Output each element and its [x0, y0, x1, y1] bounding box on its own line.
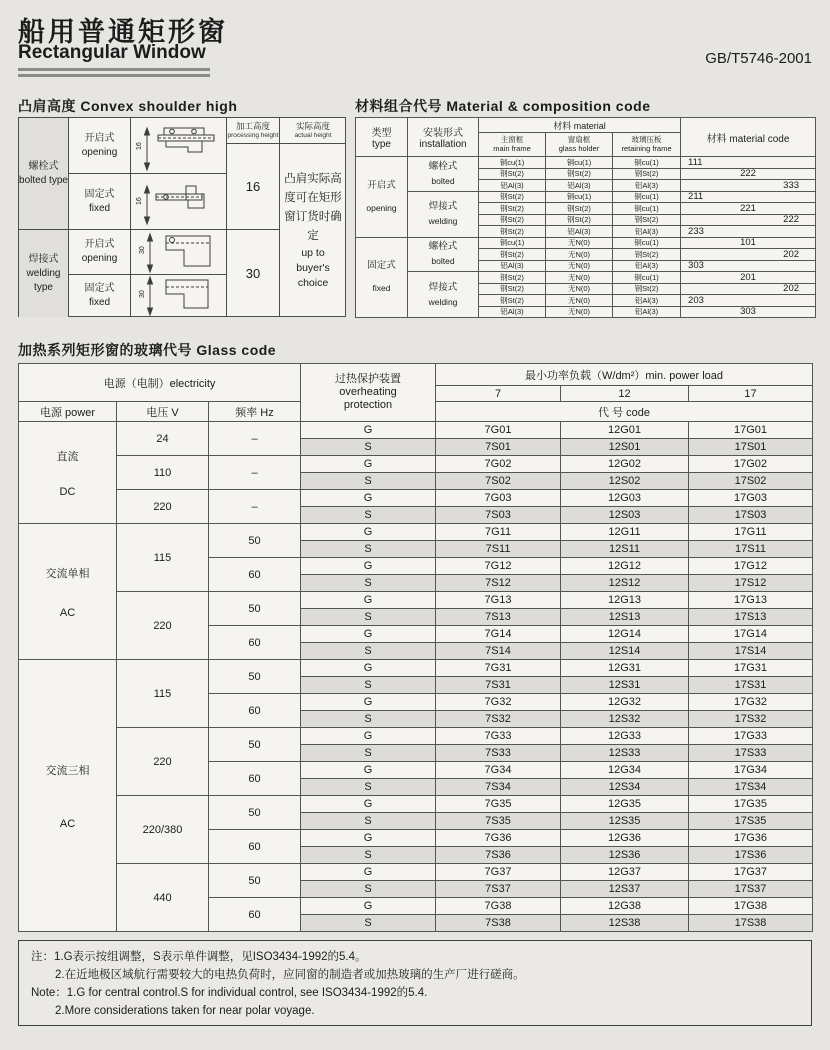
glass-code-cell-17: 17S01: [689, 439, 813, 456]
material-install-cell: 螺栓式 bolted: [408, 237, 479, 272]
note-line-en-1: Note：1.G for central control.S for individual control, see ISO3434-1992的5.4.: [31, 987, 428, 999]
glass-code-cell-12: 12S14: [561, 643, 689, 660]
material-header-code: 材料 material code: [681, 118, 816, 157]
material-code-cell: 211: [681, 191, 816, 203]
glass-code-cell-17: 17G32: [689, 694, 813, 711]
material-code-cell: 333: [681, 180, 816, 192]
glass-code-cell-17: 17S31: [689, 677, 813, 694]
material-install-cell: 焊接式 welding: [408, 272, 479, 318]
glass-code-cell-12: 12G38: [561, 898, 689, 915]
note-line-zh-2: 2.在近地极区域航行需要较大的电热负荷时，应同窗的制造者或加热玻璃的生产厂进行磋商。: [55, 969, 525, 981]
glass-protection-cell: S: [301, 439, 436, 456]
material-header-installation: 安装形式 installation: [408, 118, 479, 157]
glass-code-cell-17: 17G31: [689, 660, 813, 677]
glass-protection-cell: G: [301, 898, 436, 915]
actual-note-zh: 凸肩实际高度可在矩形窗订货时确定: [284, 173, 342, 242]
glass-frequency-cell: 50: [209, 592, 301, 626]
glass-code-cell-7: 7G36: [436, 830, 561, 847]
convex-install-fixed: [69, 275, 131, 317]
glass-code-cell-12: 12S12: [561, 575, 689, 592]
material-main-frame-cell: 铝Al(3): [479, 180, 546, 192]
glass-code-cell-17: 17S11: [689, 541, 813, 558]
glass-frequency-cell: 60: [209, 830, 301, 864]
glass-protection-cell: G: [301, 524, 436, 541]
glass-protection-cell: S: [301, 881, 436, 898]
glass-code-cell-12: 12G35: [561, 796, 689, 813]
glass-protection-cell: S: [301, 643, 436, 660]
glass-voltage-cell: 115: [117, 660, 209, 728]
glass-code-cell-12: 12S33: [561, 745, 689, 762]
glass-code-cell-7: 7G38: [436, 898, 561, 915]
material-section-title: 材料组合代号 Material & composition code: [355, 98, 651, 114]
glass-code-cell-12: 12S35: [561, 813, 689, 830]
glass-code-cell-7: 7S37: [436, 881, 561, 898]
glass-protection-cell: S: [301, 779, 436, 796]
material-code-cell: 201: [681, 272, 816, 284]
glass-code-cell-17: 17G01: [689, 422, 813, 439]
glass-frequency-cell: –: [209, 422, 301, 456]
glass-code-cell-12: 12S02: [561, 473, 689, 490]
material-main-frame-cell: 钢St(2): [479, 272, 546, 284]
glass-frequency-cell: 60: [209, 558, 301, 592]
glass-voltage-cell: 115: [117, 524, 209, 592]
material-composition-table: [355, 117, 816, 318]
glass-code-cell-12: 12S01: [561, 439, 689, 456]
glass-code-cell-12: 12S13: [561, 609, 689, 626]
material-retaining-frame-cell: 铜cu(1): [613, 272, 681, 284]
glass-code-cell-17: 17G37: [689, 864, 813, 881]
glass-protection-cell: S: [301, 915, 436, 932]
glass-code-cell-7: 7G35: [436, 796, 561, 813]
glass-frequency-cell: 50: [209, 864, 301, 898]
glass-code-cell-7: 7G13: [436, 592, 561, 609]
svg-text:30: 30: [138, 290, 146, 298]
install-label-en: fixed: [88, 297, 111, 308]
glass-protection-cell: S: [301, 507, 436, 524]
glass-header-electricity: 电源（电制）electricity: [19, 364, 301, 402]
glass-code-cell-17: 17G38: [689, 898, 813, 915]
glass-voltage-cell: 110: [117, 456, 209, 490]
glass-protection-cell: S: [301, 813, 436, 830]
material-retaining-frame-cell: 铝Al(3): [613, 180, 681, 192]
material-retaining-frame-cell: 铜cu(1): [613, 237, 681, 249]
convex-type-welding: [19, 230, 69, 317]
glass-protection-cell: G: [301, 762, 436, 779]
material-row: [356, 157, 816, 169]
glass-protection-cell: G: [301, 490, 436, 507]
material-code-cell: 303: [681, 306, 816, 318]
glass-power-cell: 直流 DC: [19, 422, 117, 524]
glass-code-cell-12: 12G33: [561, 728, 689, 745]
glass-code-row: [19, 490, 813, 507]
material-code-cell: 233: [681, 226, 816, 238]
glass-code-row: [19, 796, 813, 813]
glass-code-cell-12: 12S03: [561, 507, 689, 524]
material-code-cell: 221: [681, 203, 816, 215]
material-retaining-frame-cell: 铝Al(3): [613, 226, 681, 238]
convex-install-opening: [69, 230, 131, 275]
glass-code-cell-7: 7S14: [436, 643, 561, 660]
glass-code-cell-17: 17G13: [689, 592, 813, 609]
glass-frequency-cell: 50: [209, 728, 301, 762]
material-glass-holder-cell: 钢St(2): [546, 203, 613, 215]
convex-header-actual-height: [280, 118, 346, 144]
material-retaining-frame-cell: 铝Al(3): [613, 295, 681, 307]
glass-code-cell-17: 17S38: [689, 915, 813, 932]
glass-protection-cell: S: [301, 745, 436, 762]
convex-value-16: 16: [227, 144, 280, 230]
glass-code-cell-7: 7G11: [436, 524, 561, 541]
glass-code-cell-17: 17G02: [689, 456, 813, 473]
material-main-frame-cell: 铝Al(3): [479, 306, 546, 318]
actual-note-en: up to buyer's choice: [296, 247, 330, 289]
glass-code-cell-17: 17G14: [689, 626, 813, 643]
glass-code-cell-7: 7G12: [436, 558, 561, 575]
install-label-zh: 固定式: [84, 283, 115, 294]
type-label-zh: 螺栓式: [28, 160, 59, 172]
material-glass-holder-cell: 铝Al(3): [546, 180, 613, 192]
material-glass-holder-cell: 无N(0): [546, 260, 613, 272]
glass-code-cell-12: 12G37: [561, 864, 689, 881]
glass-frequency-cell: 60: [209, 762, 301, 796]
note-line-en-2: 2.More considerations taken for near polar voyage.: [55, 1005, 315, 1017]
glass-header-frequency: 频率 Hz: [209, 402, 301, 422]
glass-code-cell-7: 7G02: [436, 456, 561, 473]
cross-section-diagram-welding-fixed: [131, 275, 227, 317]
material-code-cell: 202: [681, 249, 816, 261]
glass-protection-cell: S: [301, 575, 436, 592]
glass-protection-cell: G: [301, 660, 436, 677]
glass-code-cell-7: 7G01: [436, 422, 561, 439]
material-glass-holder-cell: 铝Al(3): [546, 226, 613, 238]
material-code-cell: 303: [681, 260, 816, 272]
glass-code-cell-12: 12G13: [561, 592, 689, 609]
material-main-frame-cell: 钢St(2): [479, 168, 546, 180]
material-code-cell: 222: [681, 168, 816, 180]
install-label-en: fixed: [88, 202, 111, 214]
glass-code-cell-17: 17G36: [689, 830, 813, 847]
glass-voltage-cell: 220/380: [117, 796, 209, 864]
glass-code-row: [19, 660, 813, 677]
material-retaining-frame-cell: 铝Al(3): [613, 260, 681, 272]
glass-code-cell-12: 12S34: [561, 779, 689, 796]
material-glass-holder-cell: 无N(0): [546, 272, 613, 284]
glass-code-cell-7: 7G31: [436, 660, 561, 677]
material-main-frame-cell: 钢St(2): [479, 214, 546, 226]
glass-code-cell-7: 7S35: [436, 813, 561, 830]
svg-text:30: 30: [138, 246, 146, 254]
cross-section-diagram-welding-opening: [131, 230, 227, 275]
glass-power-cell: 交流单相 AC: [19, 524, 117, 660]
install-label-zh: 固定式: [84, 188, 115, 200]
material-header-main-frame: 主窗框 main frame: [479, 133, 546, 157]
glass-voltage-cell: 220: [117, 592, 209, 660]
material-header-glass-holder: 窗扇框 glass holder: [546, 133, 613, 157]
glass-frequency-cell: 50: [209, 524, 301, 558]
material-glass-holder-cell: 钢St(2): [546, 214, 613, 226]
glass-code-cell-12: 12S37: [561, 881, 689, 898]
material-glass-holder-cell: 钢St(2): [546, 168, 613, 180]
glass-protection-cell: G: [301, 728, 436, 745]
glass-voltage-cell: 220: [117, 728, 209, 796]
glass-header-power: 电源 power: [19, 402, 117, 422]
glass-frequency-cell: 50: [209, 796, 301, 830]
material-install-cell: 焊接式 welding: [408, 191, 479, 237]
glass-code-table: [18, 363, 813, 932]
glass-code-cell-17: 17S37: [689, 881, 813, 898]
glass-code-cell-17: 17S03: [689, 507, 813, 524]
glass-code-cell-17: 17S12: [689, 575, 813, 592]
glass-voltage-cell: 24: [117, 422, 209, 456]
glass-code-cell-17: 17S36: [689, 847, 813, 864]
convex-header-processing-height: [227, 118, 280, 144]
glass-protection-cell: G: [301, 830, 436, 847]
title-double-rule: [18, 68, 210, 77]
glass-code-cell-17: 17S02: [689, 473, 813, 490]
convex-value-30: 30: [227, 230, 280, 317]
glass-protection-cell: S: [301, 609, 436, 626]
glass-code-cell-17: 17G12: [689, 558, 813, 575]
glass-code-cell-17: 17S33: [689, 745, 813, 762]
install-label-en: opening: [81, 146, 118, 158]
glass-code-cell-12: 12S38: [561, 915, 689, 932]
glass-code-cell-12: 12G36: [561, 830, 689, 847]
glass-code-cell-17: 17G34: [689, 762, 813, 779]
glass-code-cell-17: 17S34: [689, 779, 813, 796]
glass-frequency-cell: –: [209, 456, 301, 490]
header-label-zh: 加工高度: [235, 120, 270, 131]
material-retaining-frame-cell: 铜cu(1): [613, 191, 681, 203]
glass-code-cell-17: 17G33: [689, 728, 813, 745]
material-main-frame-cell: 钢St(2): [479, 283, 546, 295]
material-code-cell: 222: [681, 214, 816, 226]
glass-frequency-cell: –: [209, 490, 301, 524]
glass-power-cell: 交流三相 AC: [19, 660, 117, 932]
glass-protection-cell: G: [301, 456, 436, 473]
type-label-en: bolted type: [19, 174, 68, 186]
material-glass-holder-cell: 无N(0): [546, 295, 613, 307]
glass-protection-cell: G: [301, 694, 436, 711]
glass-code-cell-12: 12G03: [561, 490, 689, 507]
glass-protection-cell: S: [301, 473, 436, 490]
glass-code-cell-7: 7S34: [436, 779, 561, 796]
glass-code-cell-7: 7S13: [436, 609, 561, 626]
material-retaining-frame-cell: 钢St(2): [613, 168, 681, 180]
glass-protection-cell: S: [301, 677, 436, 694]
glass-code-cell-12: 12G31: [561, 660, 689, 677]
glass-header-load-12: 12: [561, 386, 689, 402]
glass-code-row: [19, 456, 813, 473]
material-row: [356, 237, 816, 249]
glass-code-row: [19, 728, 813, 745]
material-glass-holder-cell: 无N(0): [546, 237, 613, 249]
glass-header-code: 代 号 code: [436, 402, 813, 422]
glass-code-cell-7: 7G33: [436, 728, 561, 745]
glass-header-load-7: 7: [436, 386, 561, 402]
material-glass-holder-cell: 无N(0): [546, 306, 613, 318]
material-glass-holder-cell: 无N(0): [546, 249, 613, 261]
glass-code-cell-17: 17G03: [689, 490, 813, 507]
glass-code-cell-7: 7G34: [436, 762, 561, 779]
glass-section-title: 加热系列矩形窗的玻璃代号 Glass code: [18, 342, 277, 358]
glass-code-cell-12: 12S31: [561, 677, 689, 694]
glass-header-voltage: 电压 V: [117, 402, 209, 422]
material-main-frame-cell: 铝Al(3): [479, 260, 546, 272]
install-label-en: opening: [81, 253, 118, 264]
glass-voltage-cell: 440: [117, 864, 209, 932]
glass-code-cell-17: 17G11: [689, 524, 813, 541]
material-install-cell: 螺栓式 bolted: [408, 157, 479, 192]
cross-section-diagram-bolted-opening: [131, 118, 227, 174]
glass-protection-cell: S: [301, 711, 436, 728]
cross-section-diagram-bolted-fixed: [131, 174, 227, 230]
convex-section-title: 凸肩高度 Convex shoulder high: [18, 98, 238, 114]
glass-code-cell-7: 7S01: [436, 439, 561, 456]
glass-code-cell-17: 17S14: [689, 643, 813, 660]
material-type-cell: 开启式 opening: [356, 157, 408, 238]
svg-text:16: 16: [135, 196, 143, 205]
header-label-en: actual height: [294, 131, 332, 139]
glass-code-cell-7: 7S32: [436, 711, 561, 728]
header-label-zh: 实际高度: [295, 120, 330, 131]
glass-voltage-cell: 220: [117, 490, 209, 524]
material-header-material: 材料 material: [479, 118, 681, 133]
glass-code-row: [19, 524, 813, 541]
glass-protection-cell: G: [301, 796, 436, 813]
material-retaining-frame-cell: 钢St(2): [613, 249, 681, 261]
material-code-cell: 202: [681, 283, 816, 295]
glass-frequency-cell: 60: [209, 626, 301, 660]
glass-header-protection: 过热保护装置 overheating protection: [301, 364, 436, 422]
glass-frequency-cell: 60: [209, 898, 301, 932]
glass-code-cell-17: 17S32: [689, 711, 813, 728]
material-retaining-frame-cell: 铜cu(1): [613, 157, 681, 169]
glass-code-cell-12: 12G11: [561, 524, 689, 541]
convex-install-opening: [69, 118, 131, 174]
header-label-en: processing height: [227, 131, 279, 139]
material-main-frame-cell: 钢St(2): [479, 249, 546, 261]
material-retaining-frame-cell: 铝Al(3): [613, 306, 681, 318]
glass-code-cell-12: 12G02: [561, 456, 689, 473]
material-code-cell: 111: [681, 157, 816, 169]
glass-code-cell-12: 12G14: [561, 626, 689, 643]
glass-code-row: [19, 864, 813, 881]
svg-text:16: 16: [135, 141, 143, 150]
material-glass-holder-cell: 无N(0): [546, 283, 613, 295]
material-row: [356, 272, 816, 284]
glass-code-cell-12: 12S36: [561, 847, 689, 864]
glass-code-cell-7: 7G37: [436, 864, 561, 881]
material-glass-holder-cell: 铜cu(1): [546, 157, 613, 169]
material-retaining-frame-cell: 钢St(2): [613, 283, 681, 295]
material-main-frame-cell: 铜cu(1): [479, 157, 546, 169]
glass-code-cell-12: 12G34: [561, 762, 689, 779]
material-retaining-frame-cell: 铜cu(1): [613, 203, 681, 215]
glass-protection-cell: S: [301, 847, 436, 864]
material-main-frame-cell: 钢St(2): [479, 203, 546, 215]
material-main-frame-cell: 钢St(2): [479, 191, 546, 203]
install-label-zh: 开启式: [84, 239, 115, 250]
page-title-en: Rectangular Window: [18, 42, 206, 63]
material-retaining-frame-cell: 钢St(2): [613, 214, 681, 226]
glass-code-cell-7: 7S12: [436, 575, 561, 592]
material-code-cell: 203: [681, 295, 816, 307]
glass-header-min-power-load: 最小功率负载（W/dm²）min. power load: [436, 364, 813, 386]
glass-code-cell-7: 7G14: [436, 626, 561, 643]
standard-number: GB/T5746-2001: [705, 50, 812, 67]
glass-code-cell-17: 17S35: [689, 813, 813, 830]
glass-code-cell-17: 17S13: [689, 609, 813, 626]
material-main-frame-cell: 钢St(2): [479, 295, 546, 307]
glass-frequency-cell: 60: [209, 694, 301, 728]
glass-code-cell-12: 12G32: [561, 694, 689, 711]
type-label-zh: 焊接式: [28, 253, 59, 265]
material-main-frame-cell: 铜cu(1): [479, 237, 546, 249]
glass-protection-cell: S: [301, 541, 436, 558]
glass-frequency-cell: 50: [209, 660, 301, 694]
glass-code-cell-12: 12S11: [561, 541, 689, 558]
glass-code-row: [19, 422, 813, 439]
material-row: [356, 191, 816, 203]
glass-code-cell-7: 7S11: [436, 541, 561, 558]
glass-code-cell-7: 7S02: [436, 473, 561, 490]
convex-actual-note: [280, 144, 346, 317]
convex-type-bolted: [19, 118, 69, 230]
glass-code-cell-12: 12G01: [561, 422, 689, 439]
convex-install-fixed: [69, 174, 131, 230]
glass-protection-cell: G: [301, 422, 436, 439]
note-line-zh-1: 注：1.G表示按组调整，S表示单件调整，见ISO3434-1992的5.4。: [31, 951, 367, 963]
convex-shoulder-table: [18, 117, 346, 317]
type-label-en: welding type: [26, 267, 61, 293]
glass-code-cell-7: 7S31: [436, 677, 561, 694]
glass-header-load-17: 17: [689, 386, 813, 402]
page-title-zh: 船用普通矩形窗: [18, 17, 228, 47]
material-code-cell: 101: [681, 237, 816, 249]
glass-protection-cell: G: [301, 864, 436, 881]
glass-protection-cell: G: [301, 626, 436, 643]
glass-code-cell-7: 7S03: [436, 507, 561, 524]
material-main-frame-cell: 钢St(2): [479, 226, 546, 238]
material-header-retaining-frame: 玻璃压板 retaining frame: [613, 133, 681, 157]
material-glass-holder-cell: 铜cu(1): [546, 191, 613, 203]
notes-box: [18, 940, 812, 1026]
material-type-cell: 固定式 fixed: [356, 237, 408, 318]
material-header-type: 类型 type: [356, 118, 408, 157]
glass-code-cell-12: 12G12: [561, 558, 689, 575]
glass-code-cell-17: 17G35: [689, 796, 813, 813]
glass-code-cell-7: 7G32: [436, 694, 561, 711]
glass-code-cell-7: 7S33: [436, 745, 561, 762]
glass-code-cell-7: 7G03: [436, 490, 561, 507]
glass-protection-cell: G: [301, 558, 436, 575]
glass-code-cell-7: 7S38: [436, 915, 561, 932]
glass-code-row: [19, 592, 813, 609]
glass-code-cell-7: 7S36: [436, 847, 561, 864]
install-label-zh: 开启式: [84, 132, 115, 144]
glass-code-cell-12: 12S32: [561, 711, 689, 728]
glass-protection-cell: G: [301, 592, 436, 609]
